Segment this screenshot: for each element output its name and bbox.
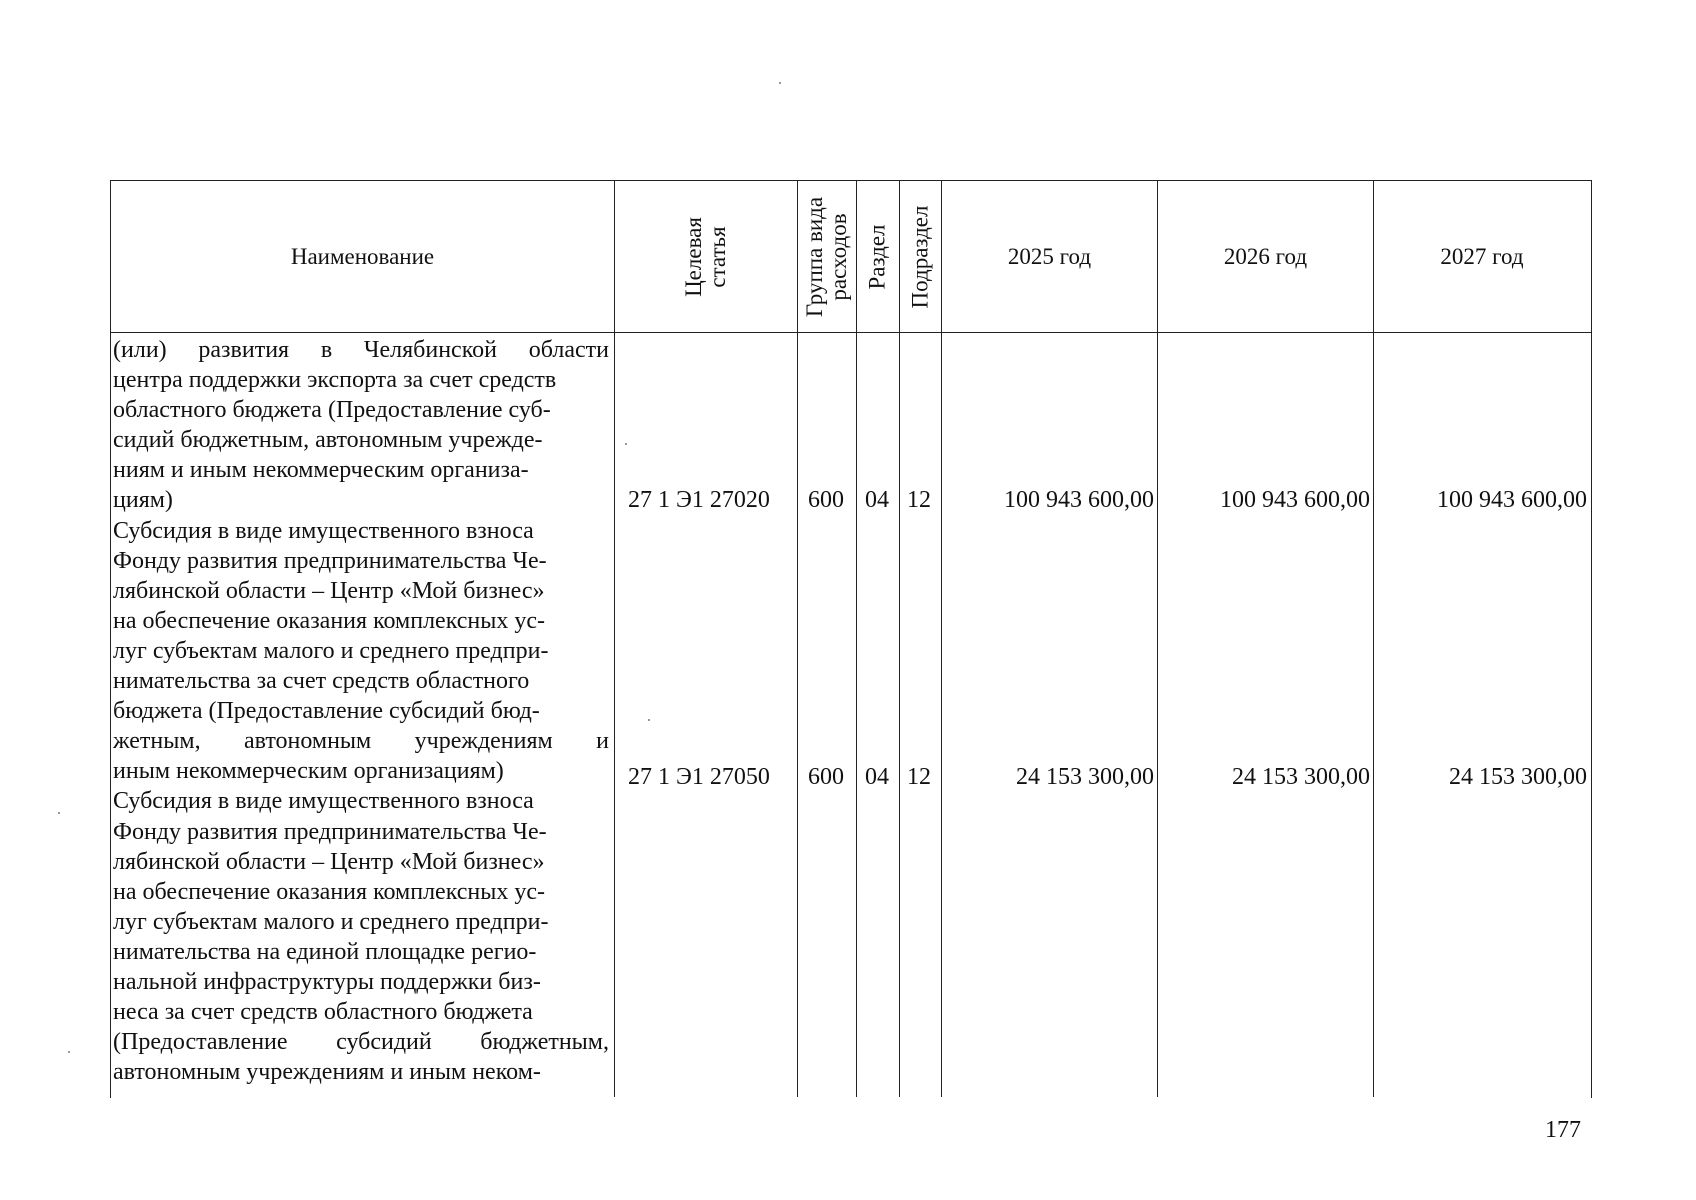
scan-speck: [58, 812, 60, 814]
name-word: иным некоммерческим организациям): [113, 758, 504, 785]
header-target-article-line2: статья: [704, 225, 730, 288]
header-year-2027: [1374, 181, 1590, 332]
name-word: бюджета (Предоставление субсидий бюд-: [113, 698, 540, 725]
name-line: [113, 636, 609, 666]
row-2-subsection: 12: [907, 764, 931, 790]
scan-speck: [779, 82, 781, 84]
name-word: (Предоставление: [113, 1029, 288, 1056]
name-word: неса за счет средств областного бюджета: [113, 999, 533, 1026]
name-word: на обеспечение оказания комплексных ус-: [113, 607, 546, 634]
name-word: Челябинской: [363, 337, 497, 363]
header-target-article-line1: Целевая: [680, 216, 706, 297]
name-line: [113, 395, 609, 425]
name-word: лябинской области – Центр «Мой бизнес»: [113, 577, 545, 604]
name-line: [113, 726, 609, 756]
name-line: [113, 1027, 609, 1057]
header-year-2026-label: 2026 год: [1223, 243, 1308, 269]
row-2-2026: 24 153 300,00: [1232, 764, 1370, 790]
name-line: [113, 455, 609, 485]
name-line: [113, 546, 609, 576]
name-line: [113, 606, 609, 636]
name-line: [113, 666, 609, 696]
row-1-2027: 100 943 600,00: [1437, 487, 1587, 513]
name-line: [113, 696, 609, 726]
name-word: Фонду развития предпринимательства Че-: [113, 818, 547, 845]
header-target-article-label: [682, 217, 730, 297]
name-word: автономным учреждениям и иным неком-: [113, 1059, 541, 1086]
name-word: и: [596, 728, 609, 755]
name-word: в: [320, 337, 333, 363]
name-line: [113, 817, 609, 847]
name-word: нальной инфраструктуры поддержки биз-: [113, 968, 541, 995]
name-line: [113, 997, 609, 1027]
name-line: [113, 756, 609, 786]
row-1-2026: 100 943 600,00: [1220, 487, 1370, 513]
header-year-2027-label: 2027 год: [1440, 243, 1524, 269]
scan-speck: [68, 1051, 70, 1053]
name-word: лябинской области – Центр «Мой бизнес»: [113, 848, 545, 875]
name-word: Субсидия в виде имущественного взноса: [113, 788, 534, 815]
header-year-2025: [942, 181, 1157, 332]
row-1-target-article: 27 1 Э1 27020: [628, 487, 770, 513]
page-number: 177: [1545, 1117, 1581, 1143]
header-section-label: Раздел: [865, 223, 890, 290]
name-word: ниям и иным некоммерческим организа-: [113, 457, 529, 484]
name-word: жетным,: [113, 728, 201, 755]
name-line: [113, 335, 609, 365]
header-target-article: [615, 181, 797, 332]
name-word: бюджетным,: [480, 1029, 609, 1056]
name-word: циям): [113, 487, 173, 514]
name-line: [113, 937, 609, 967]
name-line: [113, 847, 609, 877]
header-separator: [110, 332, 1591, 333]
header-year-2026: [1158, 181, 1373, 332]
name-word: Субсидия в виде имущественного взноса: [113, 517, 534, 544]
row-2-2027: 24 153 300,00: [1449, 764, 1587, 790]
name-line: [113, 576, 609, 606]
name-word: сидий бюджетным, автономным учрежде-: [113, 427, 543, 454]
name-line: [113, 485, 609, 515]
header-expense-group: [798, 181, 856, 332]
name-word: нимательства за счет средств областного: [113, 668, 530, 695]
header-expense-group-line2: расходов: [826, 212, 852, 301]
name-word: областного бюджета (Предоставление суб-: [113, 397, 551, 424]
name-line: [113, 365, 609, 395]
name-line: [113, 786, 609, 816]
name-line: [113, 1057, 609, 1087]
name-word: Фонду развития предпринимательства Че-: [113, 547, 547, 574]
name-column-text: [113, 335, 609, 1087]
header-subsection-label: Подраздел: [907, 205, 933, 308]
row-1-subsection: 12: [907, 487, 931, 513]
row-1-expense-group: 600: [808, 487, 844, 513]
header-expense-group-line1: Группа вида: [802, 196, 828, 317]
name-word: учреждениям: [414, 728, 553, 755]
header-year-2025-label: 2025 год: [1007, 243, 1092, 269]
row-1-section: 04: [865, 487, 889, 513]
name-word: луг субъектам малого и среднего предпри-: [113, 637, 549, 664]
header-subsection: [900, 181, 941, 332]
name-line: [113, 877, 609, 907]
header-name: [111, 181, 614, 332]
name-line: [113, 425, 609, 455]
row-2-section: 04: [865, 764, 889, 790]
name-word: луг субъектам малого и среднего предпри-: [113, 908, 549, 935]
header-name-label: Наименование: [290, 243, 435, 269]
name-word: центра поддержки экспорта за счет средств: [113, 367, 557, 394]
row-2-expense-group: 600: [808, 764, 844, 790]
header-expense-group-label: [803, 196, 851, 316]
row-2-2025: 24 153 300,00: [1016, 764, 1154, 790]
name-word: на обеспечение оказания комплексных ус-: [113, 878, 546, 905]
name-line: [113, 516, 609, 546]
name-line: [113, 907, 609, 937]
row-1-2025: 100 943 600,00: [1004, 487, 1154, 513]
row-2-target-article: 27 1 Э1 27050: [628, 764, 770, 790]
name-word: автономным: [243, 728, 372, 755]
name-word: нимательства на единой площадке регио-: [113, 938, 537, 965]
header-section: [857, 181, 899, 332]
name-word: (или): [113, 337, 167, 363]
name-word: развития: [198, 337, 290, 363]
name-word: субсидий: [336, 1029, 432, 1056]
name-word: области: [528, 337, 609, 363]
name-line: [113, 967, 609, 997]
